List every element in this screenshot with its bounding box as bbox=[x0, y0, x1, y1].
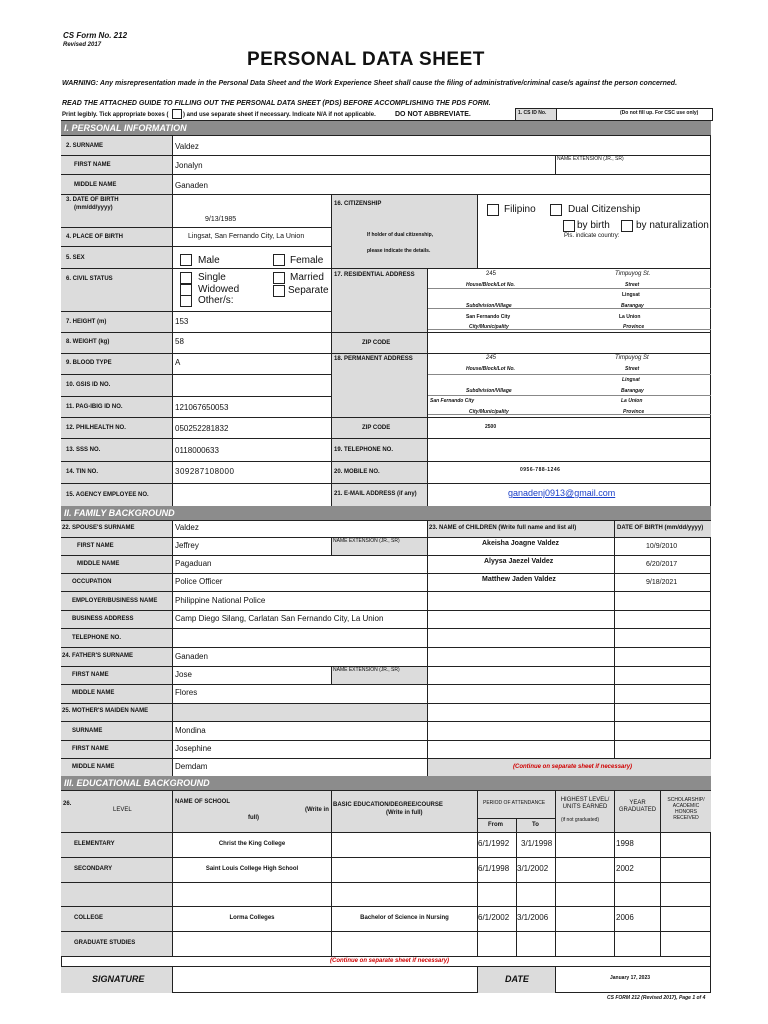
education-level: SECONDARY bbox=[74, 866, 113, 872]
children-label: 23. NAME of CHILDREN (Write full name and list all) bbox=[429, 525, 577, 531]
instruction-b: ) and use separate sheet if necessary. Indicate N/A if not applicable. bbox=[183, 112, 376, 118]
rule bbox=[61, 438, 711, 439]
perm-house-value[interactable]: 245 bbox=[486, 355, 497, 361]
firstname-label: FIRST NAME bbox=[74, 162, 111, 168]
business-address-label: BUSINESS ADDRESS bbox=[72, 616, 134, 622]
res-city-value[interactable]: San Fernando City bbox=[466, 314, 511, 320]
middle-name-label: MIDDLE NAME bbox=[74, 182, 117, 188]
section-education-title: III. EDUCATIONAL BACKGROUND bbox=[64, 778, 210, 788]
from-header: From bbox=[488, 822, 503, 828]
single-checkbox[interactable] bbox=[180, 272, 192, 284]
mother-maiden-label: 25. MOTHER'S MAIDEN NAME bbox=[62, 708, 149, 714]
spouse-firstname-label: FIRST NAME bbox=[77, 543, 114, 549]
mother-surname-label: SURNAME bbox=[72, 728, 103, 734]
rule bbox=[428, 374, 711, 375]
perm-house-sub: House/Block/Lot No. bbox=[466, 366, 515, 372]
form-footer: CS FORM 212 (Revised 2017), Page 1 of 4 bbox=[607, 995, 706, 1001]
mobile-value[interactable]: 0956-788-1246 bbox=[520, 467, 561, 473]
section-personal-title: I. PERSONAL INFORMATION bbox=[64, 123, 187, 133]
family-label-column bbox=[61, 520, 172, 776]
surname-label: 2. SURNAME bbox=[66, 143, 104, 149]
sss-label: 13. SSS NO. bbox=[66, 447, 101, 453]
perm-zip-label: ZIP CODE bbox=[362, 425, 391, 431]
permanent-label: 18. PERMANENT ADDRESS bbox=[334, 356, 413, 362]
rule bbox=[428, 288, 711, 289]
rule bbox=[61, 483, 711, 484]
res-subdiv-sub: Subdivision/Village bbox=[466, 303, 512, 309]
res-house-value[interactable]: 245 bbox=[486, 271, 497, 277]
rule bbox=[477, 194, 478, 268]
guide-text: READ THE ATTACHED GUIDE TO FILLING OUT THE PERSONAL DATA SHEET (PDS) BEFORE ACCOMPLISHING THE PDS FORM. bbox=[62, 100, 491, 107]
education-level: ELEMENTARY bbox=[74, 841, 115, 847]
mother-middle-value[interactable]: Demdam bbox=[175, 762, 208, 771]
email-label: 21. E-MAIL ADDRESS (if any) bbox=[334, 491, 417, 497]
married-checkbox[interactable] bbox=[273, 272, 285, 284]
spouse-firstname-value[interactable]: Jeffrey bbox=[175, 541, 199, 550]
pls-indicate-country: Pls. indicate country: bbox=[564, 233, 620, 239]
child-name[interactable]: Alyysa Jaezel Valdez bbox=[484, 558, 554, 565]
filipino-checkbox[interactable] bbox=[487, 204, 499, 216]
height-label: 7. HEIGHT (m) bbox=[66, 319, 107, 325]
spouse-ext-label: NAME EXTENSION (JR., SR) bbox=[333, 538, 400, 544]
dual-label: Dual Citizenship bbox=[568, 204, 641, 215]
dob-label: 3. DATE OF BIRTH bbox=[66, 197, 119, 203]
dual-checkbox[interactable] bbox=[550, 204, 562, 216]
father-firstname-value[interactable]: Jose bbox=[175, 670, 192, 679]
father-firstname-label: FIRST NAME bbox=[72, 672, 109, 678]
mother-middle-label: MIDDLE NAME bbox=[72, 764, 115, 770]
rule bbox=[61, 758, 711, 759]
pagibig-label: 11. PAG-IBIG ID NO. bbox=[66, 404, 123, 410]
rule bbox=[331, 194, 332, 507]
highest-header: HIGHEST LEVEL/ UNITS EARNED bbox=[560, 797, 610, 810]
residential-label: 17. RESIDENTIAL ADDRESS bbox=[334, 272, 415, 278]
dual-note-2: please indicate the details. bbox=[367, 248, 431, 254]
separated-label: Separate bbox=[288, 285, 329, 296]
rule bbox=[61, 227, 331, 228]
res-house-sub: House/Block/Lot No. bbox=[466, 282, 515, 288]
cs-id-note: (Do not fill up. For CSC use only) bbox=[620, 110, 699, 116]
mother-surname-value[interactable]: Mondina bbox=[175, 726, 206, 735]
level-header: LEVEL bbox=[113, 807, 132, 813]
filipino-label: Filipino bbox=[504, 204, 536, 215]
education-from[interactable]: 6/1/1992 bbox=[478, 839, 510, 848]
form-number: CS Form No. 212 bbox=[63, 31, 128, 40]
education-school[interactable]: Saint Louis College High School bbox=[205, 866, 299, 872]
rule bbox=[660, 790, 661, 956]
sex-label: 5. SEX bbox=[66, 255, 85, 261]
education-from[interactable]: 6/1/2002 bbox=[478, 913, 510, 922]
res-barangay-sub: Barangay bbox=[621, 303, 644, 309]
mother-firstname-value[interactable]: Josephine bbox=[175, 744, 212, 753]
spouse-middle-label: MIDDLE NAME bbox=[77, 561, 120, 567]
education-level: GRADUATE STUDIES bbox=[74, 940, 136, 946]
rule bbox=[427, 268, 428, 507]
sss-value[interactable]: 0118000633 bbox=[175, 446, 219, 455]
child-name[interactable]: Akeisha Joagne Valdez bbox=[482, 540, 560, 547]
agency-label: 15. AGENCY EMPLOYEE NO. bbox=[66, 492, 149, 498]
name-ext-label: NAME EXTENSION (JR., SR) bbox=[557, 156, 624, 162]
separated-checkbox[interactable] bbox=[273, 285, 285, 297]
education-level-column bbox=[61, 832, 172, 956]
page-title: PERSONAL DATA SHEET bbox=[247, 49, 485, 70]
tin-value[interactable]: 309287108000 bbox=[175, 467, 235, 476]
dual-note-1: If holder of dual citizenship, bbox=[367, 232, 434, 238]
tin-label: 14. TIN NO. bbox=[66, 469, 99, 475]
philhealth-label: 12. PHILHEALTH NO. bbox=[66, 425, 126, 431]
by-naturalization-label: by naturalization bbox=[636, 220, 709, 231]
gsis-label: 10. GSIS ID NO. bbox=[66, 382, 111, 388]
other-label: Other/s: bbox=[198, 295, 234, 306]
female-label: Female bbox=[290, 255, 324, 266]
instruction-a: Print legibly. Tick appropriate boxes ( bbox=[62, 112, 169, 118]
rule bbox=[516, 818, 517, 956]
occupation-value[interactable]: Police Officer bbox=[175, 577, 223, 586]
mother-firstname-label: FIRST NAME bbox=[72, 746, 109, 752]
civil-status-label: 6. CIVIL STATUS bbox=[66, 276, 113, 282]
res-province-sub: Province bbox=[623, 324, 645, 330]
father-middle-value[interactable]: Flores bbox=[175, 688, 198, 697]
perm-street-value[interactable]: Timpuyog St bbox=[615, 355, 649, 361]
pob-label: 4. PLACE OF BIRTH bbox=[66, 234, 124, 240]
father-surname-value[interactable]: Ganaden bbox=[175, 652, 208, 661]
widowed-label: Widowed bbox=[198, 284, 240, 295]
course-header: BASIC EDUCATION/DEGREE/COURSE bbox=[333, 802, 443, 808]
honors-header: SCHOLARSHIP/ ACADEMIC HONORS RECEIVED bbox=[667, 797, 705, 821]
perm-subdiv-sub: Subdivision/Village bbox=[466, 388, 512, 394]
education-school[interactable]: Lorma Colleges bbox=[229, 915, 275, 921]
education-year[interactable]: 1998 bbox=[616, 839, 634, 848]
child-dob[interactable]: 9/18/2021 bbox=[646, 579, 678, 586]
business-address-value[interactable]: Camp Diego Silang, Carlatan San Fernando City, La Union bbox=[175, 614, 384, 623]
child-dob[interactable]: 10/9/2010 bbox=[646, 543, 678, 550]
section-family-title: II. FAMILY BACKGROUND bbox=[64, 508, 175, 518]
male-label: Male bbox=[198, 255, 220, 266]
res-street-sub: Street bbox=[625, 282, 640, 288]
rule bbox=[428, 395, 711, 396]
by-naturalization-checkbox[interactable] bbox=[621, 220, 633, 232]
child-dob[interactable]: 6/20/2017 bbox=[646, 561, 678, 568]
perm-barangay-sub: Barangay bbox=[621, 388, 644, 394]
rule bbox=[61, 194, 711, 195]
email-value[interactable]: ganadenj0913@gmail.com bbox=[508, 488, 616, 498]
telephone-label: 19. TELEPHONE NO. bbox=[334, 447, 394, 453]
spouse-surname-label: 22. SPOUSE'S SURNAME bbox=[62, 525, 135, 531]
rule bbox=[61, 353, 711, 354]
pagibig-value[interactable]: 121067650053 bbox=[175, 403, 229, 412]
education-continue-note: (Continue on separate sheet if necessary) bbox=[330, 958, 450, 964]
school-write-b: full) bbox=[248, 815, 259, 821]
child-name[interactable]: Matthew Jaden Valdez bbox=[482, 576, 556, 583]
education-to[interactable]: 3/1/1998 bbox=[521, 839, 553, 848]
mother-maiden-cell bbox=[172, 703, 427, 721]
rule bbox=[477, 790, 478, 956]
employer-label: EMPLOYER/BUSINESS NAME bbox=[72, 598, 158, 604]
perm-zip-value[interactable]: 2500 bbox=[485, 424, 497, 430]
middle-name-value[interactable]: Ganaden bbox=[175, 181, 208, 190]
education-to[interactable]: 3/1/2002 bbox=[517, 864, 549, 873]
father-surname-label: 24. FATHER'S SURNAME bbox=[62, 653, 133, 659]
signature-field[interactable] bbox=[173, 967, 476, 992]
surname-value[interactable]: Valdez bbox=[175, 142, 199, 151]
signature-label: SIGNATURE bbox=[92, 974, 145, 984]
rule bbox=[61, 174, 711, 175]
section-education-header bbox=[61, 776, 711, 790]
date-value[interactable]: January 17, 2023 bbox=[610, 975, 651, 981]
rule bbox=[331, 790, 332, 956]
sample-checkbox bbox=[172, 109, 182, 119]
section-family-header bbox=[61, 506, 711, 520]
spouse-surname-value[interactable]: Valdez bbox=[175, 523, 199, 532]
res-street-value[interactable]: Timpuyog St. bbox=[615, 271, 651, 277]
school-write-a: (Write in bbox=[305, 807, 329, 813]
weight-value[interactable]: 58 bbox=[175, 337, 184, 346]
by-birth-checkbox[interactable] bbox=[563, 220, 575, 232]
married-label: Married bbox=[290, 272, 324, 283]
course-write: (Write in full) bbox=[386, 810, 423, 816]
rule bbox=[61, 246, 331, 247]
rule bbox=[61, 135, 711, 136]
year-header: YEAR GRADUATED bbox=[618, 800, 657, 813]
father-ext-label: NAME EXTENSION (JR., SR) bbox=[333, 667, 400, 673]
perm-province-sub: Province bbox=[623, 409, 645, 415]
res-zip-label: ZIP CODE bbox=[362, 340, 391, 346]
spouse-telephone-label: TELEPHONE NO. bbox=[72, 635, 122, 641]
cs-id-label: 1. CS ID No. bbox=[518, 110, 547, 116]
education-num: 26. bbox=[63, 801, 72, 807]
education-year[interactable]: 2002 bbox=[616, 864, 634, 873]
section-personal-header bbox=[61, 121, 711, 135]
single-label: Single bbox=[198, 272, 226, 283]
father-middle-label: MIDDLE NAME bbox=[72, 690, 115, 696]
res-province-value[interactable]: La Union bbox=[619, 314, 641, 320]
rule bbox=[477, 966, 478, 993]
employer-value[interactable]: Philippine National Police bbox=[175, 596, 266, 605]
perm-city-value[interactable]: San Fernando City bbox=[430, 398, 475, 404]
rule bbox=[172, 790, 173, 956]
rule bbox=[61, 396, 331, 397]
philhealth-value[interactable]: 050252281832 bbox=[175, 424, 229, 433]
highest-subheader: (if not graduated) bbox=[561, 817, 600, 823]
family-continue-note: (Continue on separate sheet if necessary) bbox=[513, 764, 633, 770]
rule bbox=[172, 520, 173, 776]
perm-city-sub: City/Municipality bbox=[469, 409, 509, 415]
rule bbox=[61, 311, 331, 312]
education-level: COLLEGE bbox=[74, 915, 104, 921]
rule bbox=[427, 520, 428, 776]
warning-text: WARNING: Any misrepresentation made in the Personal Data Sheet and the Work Experience Sheet shall cause the filing of administrative/criminal case/s against the person concerned. bbox=[62, 80, 678, 87]
male-checkbox[interactable] bbox=[180, 254, 192, 266]
dob-format: (mm/dd/yyyy) bbox=[74, 205, 113, 211]
rule bbox=[331, 537, 332, 555]
firstname-value[interactable]: Jonalyn bbox=[175, 161, 203, 170]
height-value[interactable]: 153 bbox=[175, 317, 189, 326]
mobile-label: 20. MOBILE NO. bbox=[334, 469, 380, 475]
citizenship-label: 16. CITIZENSHIP bbox=[334, 201, 382, 207]
rule bbox=[61, 268, 711, 269]
to-header: To bbox=[532, 822, 539, 828]
education-course[interactable]: Bachelor of Science in Nursing bbox=[360, 915, 449, 921]
education-school[interactable]: Christ the King College bbox=[218, 841, 286, 847]
blood-type-label: 9. BLOOD TYPE bbox=[66, 360, 112, 366]
female-checkbox[interactable] bbox=[273, 254, 285, 266]
occupation-label: OCCUPATION bbox=[72, 579, 112, 585]
period-header: PERIOD OF ATTENDANCE bbox=[483, 800, 546, 806]
perm-province-value[interactable]: La Union bbox=[621, 398, 643, 404]
rule bbox=[172, 135, 173, 507]
blood-type-value[interactable]: A bbox=[175, 358, 181, 367]
date-label: DATE bbox=[505, 974, 529, 984]
education-year[interactable]: 2006 bbox=[616, 913, 634, 922]
perm-street-sub: Street bbox=[625, 366, 640, 372]
spouse-middle-value[interactable]: Pagaduan bbox=[175, 559, 212, 568]
permanent-label-cell bbox=[331, 353, 427, 417]
school-header: NAME OF SCHOOL bbox=[175, 799, 230, 805]
no-abbreviate: DO NOT ABBREVIATE. bbox=[395, 111, 471, 118]
rule bbox=[555, 966, 556, 993]
by-birth-label: by birth bbox=[577, 220, 610, 231]
dob-value[interactable]: 9/13/1985 bbox=[205, 216, 237, 223]
children-dob-label: DATE OF BIRTH (mm/dd/yyyy) bbox=[617, 525, 704, 531]
rule bbox=[614, 790, 615, 956]
pob-value[interactable]: Lingsat, San Fernando City, La Union bbox=[188, 233, 305, 240]
rule bbox=[555, 790, 556, 956]
rule bbox=[61, 417, 711, 418]
rule bbox=[61, 461, 711, 462]
rule bbox=[61, 956, 711, 957]
rule bbox=[61, 332, 711, 333]
res-subdiv-value[interactable]: Lingsat bbox=[622, 292, 640, 298]
rule bbox=[614, 520, 615, 758]
perm-subdiv-value[interactable]: Lingsat bbox=[622, 377, 640, 383]
education-to[interactable]: 3/1/2006 bbox=[517, 913, 549, 922]
weight-label: 8. WEIGHT (kg) bbox=[66, 339, 110, 345]
res-city-sub: City/Municipality bbox=[469, 324, 509, 330]
revised-date: Revised 2017 bbox=[63, 42, 102, 48]
rule bbox=[555, 155, 556, 174]
rule bbox=[331, 666, 332, 684]
rule bbox=[61, 374, 331, 375]
other-checkbox[interactable] bbox=[180, 295, 192, 307]
education-from[interactable]: 6/1/1998 bbox=[478, 864, 510, 873]
